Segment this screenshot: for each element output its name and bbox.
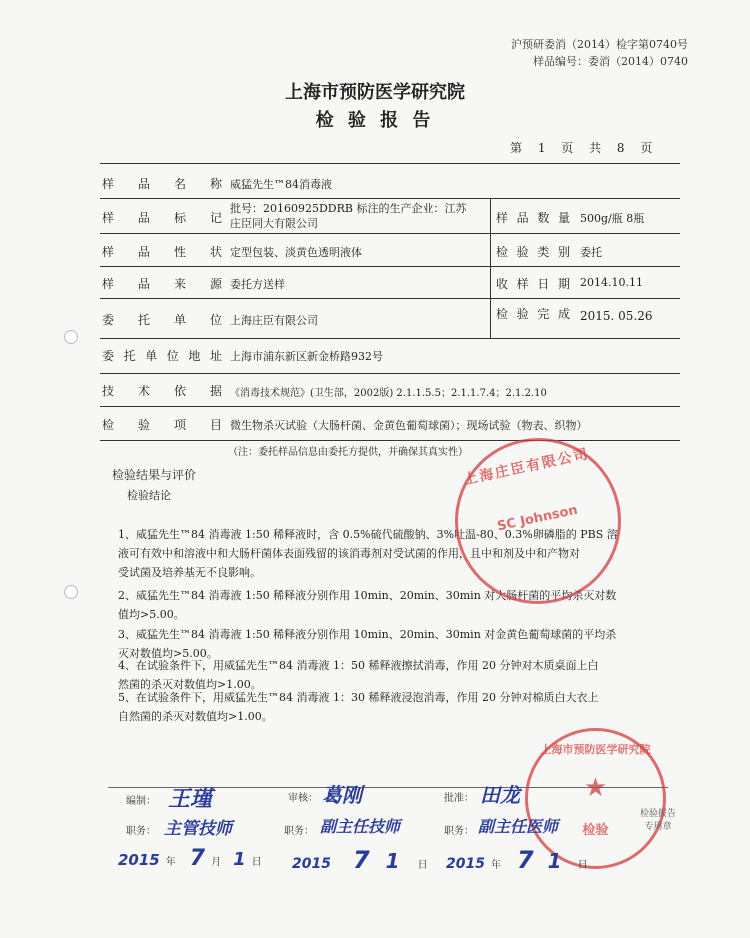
approver-title: 副主任医师	[478, 817, 559, 836]
reviewer-title: 副主任技师	[320, 817, 401, 836]
approver-title-label: 职务：	[444, 826, 474, 837]
reviewer-title-label: 职务：	[284, 826, 314, 837]
note: （注：委托样品信息由委托方提供，并确保其真实性）	[228, 447, 468, 458]
receive-date-value: 2014.10.11	[580, 276, 643, 289]
seal-label: 检验报告 专用章	[640, 809, 677, 832]
report-title: 检 验 报 告	[315, 110, 435, 131]
table-top-rule	[100, 163, 680, 164]
institute-seal: 上海市预防医学研究院 ★ 检验	[525, 728, 666, 869]
basis-label: 技 术 依 据	[102, 384, 222, 398]
report-ref-number: 沪预研委消（2014）检字第0740号	[511, 38, 688, 51]
result-paragraph-1: 1、威猛先生™84 消毒液 1:50 稀释液时，含 0.5%硫代硫酸钠、3%吐温-80、0.3%卵磷脂的 PBS 溶 液可有效中和溶液中和大肠杆菌体表面残留的该消毒剂对受试菌的作用，且中和剂及中和产物对 受试菌及培养基无不良影响。	[118, 528, 618, 579]
items-label: 检 验 项 目	[102, 418, 222, 432]
client-label: 委 托 单 位	[102, 313, 222, 327]
punch-hole-icon	[64, 330, 78, 344]
table-rule	[100, 198, 680, 199]
results-subheading: 检验结论	[127, 489, 171, 502]
table-rule	[100, 338, 680, 339]
table-rule	[100, 233, 680, 234]
test-type-value: 委托	[580, 246, 602, 259]
receive-date-label: 收 样 日 期	[496, 277, 570, 291]
table-rule	[100, 266, 680, 267]
sample-mark-label: 样 品 标 记	[102, 211, 222, 225]
client-address-label: 委 托 单 位 地 址	[102, 349, 222, 363]
sample-source-label: 样 品 来 源	[102, 277, 222, 291]
sample-name-label: 样 品 名 称	[102, 177, 222, 191]
client-value: 上海庄臣有限公司	[230, 314, 318, 327]
sample-mark-value: 批号：20160925DDRB 标注的生产企业：江苏 庄臣同大有限公司	[230, 202, 467, 230]
sample-qty-value: 500g/瓶 8瓶	[580, 212, 645, 225]
page-number: 第 1 页 共 8 页	[510, 141, 659, 155]
editor-title: 主管技师	[164, 819, 232, 839]
result-paragraph-4: 4、在试验条件下，用威猛先生™84 消毒液 1：50 稀释液擦拭消毒，作用 20 分钟对木质桌面上白 然菌的杀灭对数值均>1.00。	[118, 659, 599, 691]
client-address-value: 上海市浦东新区新金桥路932号	[230, 350, 383, 363]
approver-date: 2015 年 7 1 日	[446, 846, 588, 874]
company-seal: 上海庄臣有限公司 SC Johnson	[440, 423, 637, 620]
sample-number: 样品编号：委消（2014）0740	[533, 55, 688, 68]
editor-label: 编制：	[126, 796, 156, 807]
reviewer-label: 审核：	[288, 793, 318, 804]
sample-nature-value: 定型包装、淡黄色透明液体	[230, 246, 362, 259]
reviewer-date: 2015 7 1 日	[292, 846, 428, 874]
table-rule	[100, 373, 680, 374]
test-done-value: 2015. 05.26	[580, 309, 653, 323]
result-paragraph-3: 3、威猛先生™84 消毒液 1:50 稀释液分别作用 10min、20min、30min 对金黄色葡萄球菌的平均杀 灭对数值均>5.00。	[118, 628, 617, 660]
test-done-label: 检 验 完 成	[496, 307, 570, 321]
approver-signature: 田龙	[480, 783, 520, 807]
sample-qty-label: 样 品 数 量	[496, 211, 570, 225]
editor-date: 2015 年 7 月 1 日	[118, 846, 262, 871]
result-paragraph-2: 2、威猛先生™84 消毒液 1:50 稀释液分别作用 10min、20min、30min 对大肠杆菌的平均杀灭对数 值均>5.00。	[118, 589, 617, 621]
results-heading: 检验结果与评价	[112, 468, 197, 482]
sample-source-value: 委托方送样	[230, 278, 285, 291]
test-type-label: 检 验 类 别	[496, 245, 570, 259]
punch-hole-icon	[64, 585, 78, 599]
institute-name: 上海市预防医学研究院	[285, 82, 465, 103]
table-rule	[100, 298, 680, 299]
editor-signature: 王瑾	[168, 787, 213, 812]
reviewer-signature: 葛刚	[322, 783, 362, 807]
sample-name-value: 威猛先生™84消毒液	[230, 178, 332, 191]
seal-star-icon: ★	[583, 773, 608, 803]
table-column-divider	[490, 198, 491, 338]
result-paragraph-5: 5、在试验条件下，用威猛先生™84 消毒液 1：30 稀释液浸泡消毒，作用 20 分钟对棉质白大衣上 自然菌的杀灭对数值均>1.00。	[118, 691, 599, 723]
sample-nature-label: 样 品 性 状	[102, 245, 222, 259]
approver-label: 批准：	[444, 793, 474, 804]
basis-value: 《消毒技术规范》(卫生部，2002版) 2.1.1.5.5；2.1.1.7.4；2.1.2.10	[230, 388, 547, 399]
table-rule	[100, 406, 680, 407]
editor-title-label: 职务：	[126, 826, 156, 837]
items-value: 微生物杀灭试验（大肠杆菌、金黄色葡萄球菌）；现场试验（物表、织物）	[230, 419, 588, 432]
